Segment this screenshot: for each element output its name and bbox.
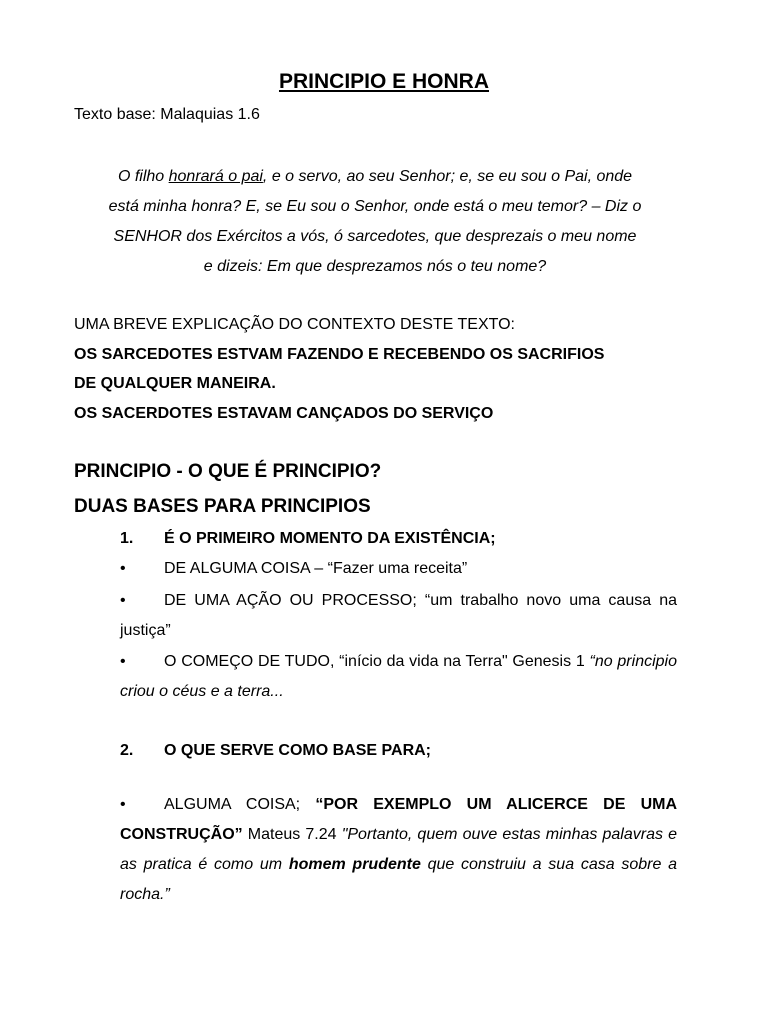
list-number: 2. xyxy=(120,742,134,759)
section-subheading: DUAS BASES PARA PRINCIPIOS xyxy=(74,496,371,517)
bullet-marker: • xyxy=(120,592,126,609)
bullet-text: DE ALGUMA COISA – “Fazer uma receita” xyxy=(164,560,468,577)
verse-line4: e dizeis: Em que desprezamos nós o teu nome? xyxy=(203,258,547,275)
section-heading: PRINCIPIO - O QUE É PRINCIPIO? xyxy=(74,461,382,482)
list-item-text: É O PRIMEIRO MOMENTO DA EXISTÊNCIA; xyxy=(164,530,496,547)
verse-quote xyxy=(72,162,678,282)
bullet-marker: • xyxy=(120,560,126,577)
list-item-2 xyxy=(120,736,677,766)
bullet-italic-bold-text: homem prudente xyxy=(288,856,421,873)
bullet-italic-text: "Portanto, quem ouve estas minhas palavras e as pratica é como um xyxy=(120,826,677,873)
context-bold-line: DE QUALQUER MANEIRA. xyxy=(74,375,276,392)
context-bold-line: OS SARCEDOTES ESTVAM FAZENDO E RECEBENDO OS SACRIFIOS xyxy=(74,345,605,363)
list-item-text: O QUE SERVE COMO BASE PARA; xyxy=(164,742,431,759)
bullet-item xyxy=(120,647,677,707)
bullet-italic-text: “no principio criou o céus e a terra... xyxy=(120,653,677,700)
texto-base: Texto base: Malaquias 1.6 xyxy=(74,106,260,123)
context-heading: UMA BREVE EXPLICAÇÃO DO CONTEXTO DESTE TEXTO: xyxy=(74,316,515,333)
context-bold-line: OS SACERDOTES ESTAVAM CANÇADOS DO SERVIÇO xyxy=(74,404,494,422)
bullet-text: DE UMA AÇÃO OU PROCESSO; “um trabalho novo uma causa na justiça” xyxy=(120,592,677,639)
verse-line2: está minha honra? E, se Eu sou o Senhor, onde está o meu temor? – Diz o xyxy=(108,198,642,215)
bullet-text: ALGUMA COISA; xyxy=(164,796,316,813)
list-item-1 xyxy=(120,524,677,554)
bullet-text: O COMEÇO DE TUDO, “início da vida na Terra" Genesis 1 xyxy=(164,653,590,670)
bullet-marker: • xyxy=(120,796,126,813)
list-number: 1. xyxy=(120,530,134,547)
bullet-italic-text: que construiu a sua casa sobre a rocha.” xyxy=(120,856,677,903)
bullet-item xyxy=(120,790,677,910)
page-title: PRINCIPIO E HONRA xyxy=(278,70,490,93)
bullet-bold-text: “POR EXEMPLO UM ALICERCE DE UMA CONSTRUÇÃO” xyxy=(120,796,678,843)
verse-underlined: honrará o pai xyxy=(168,168,263,185)
verse-line1-pre: O filho xyxy=(117,168,169,185)
context-section xyxy=(74,310,694,428)
bullet-item xyxy=(120,586,677,646)
bullet-reference: Mateus 7.24 xyxy=(242,826,342,843)
verse-line3: SENHOR dos Exércitos a vós, ó sarcedotes, que desprezais o meu nome xyxy=(113,228,637,245)
bullet-item xyxy=(120,554,677,584)
verse-line1-post: , e o servo, ao seu Senhor; e, se eu sou o Pai, onde xyxy=(262,168,633,185)
bullet-marker: • xyxy=(120,653,126,670)
